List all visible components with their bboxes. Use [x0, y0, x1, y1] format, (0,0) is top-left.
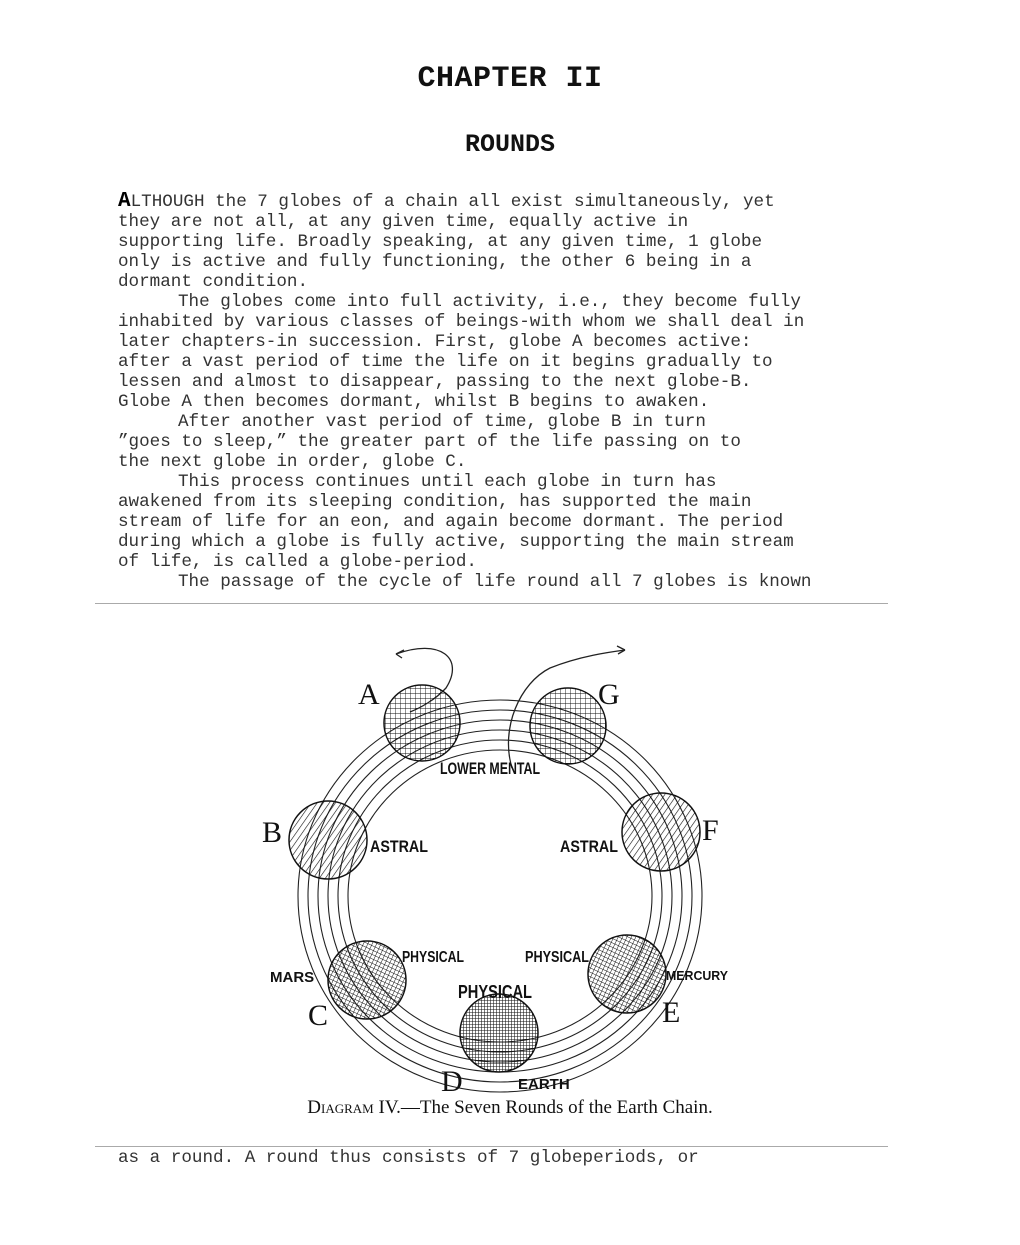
body-line-text: the next globe in order, globe C. [118, 452, 467, 472]
body-line-text: lessen and almost to disappear, passing to the next globe-B. [118, 372, 752, 392]
globe-letter-b: B [262, 816, 283, 849]
diagram-svg [250, 628, 790, 1098]
body-line-text: After another vast period of time, globe B in turn [178, 412, 706, 432]
body-line [118, 352, 918, 372]
body-line-text: during which a globe is fully active, supporting the main stream [118, 532, 794, 552]
body-line-text: awakened from its sleeping condition, has supported the main [118, 492, 752, 512]
body-line-text: later chapters-in succession. First, globe A becomes active: [118, 332, 752, 352]
globe-c [328, 941, 406, 1019]
label-lower-mental: LOWER MENTAL [440, 759, 540, 778]
body-line-text: stream of life for an eon, and again become dormant. The period [118, 512, 784, 532]
body-text [118, 192, 918, 592]
globe-g [530, 688, 606, 764]
body-line [118, 332, 918, 352]
label-physical-bottom: PHYSICAL [458, 982, 532, 1002]
globe-letter-a: A [358, 678, 380, 711]
page-rule-bottom [95, 1146, 888, 1147]
caption-text: —The Seven Rounds of the Earth Chain. [400, 1097, 713, 1118]
body-line [118, 192, 918, 212]
body-line [118, 372, 918, 392]
body-line [118, 452, 918, 472]
figure-caption [0, 1097, 1020, 1119]
globe-letter-g: G [598, 678, 620, 711]
globe-letter-c: C [308, 999, 329, 1032]
body-line-text: LTHOUGH the 7 globes of a chain all exist simultaneously, yet [130, 192, 775, 212]
label-astral-left: ASTRAL [370, 837, 428, 856]
body-line [118, 472, 918, 492]
body-line [118, 412, 918, 432]
label-physical-right: PHYSICAL [525, 949, 590, 966]
body-line [118, 492, 918, 512]
body-line [118, 392, 918, 412]
body-line [118, 272, 918, 292]
body-line-text: Globe A then becomes dormant, whilst B begins to awaken. [118, 392, 710, 412]
globe-letter-e: E [662, 996, 681, 1029]
page-rule-top [95, 603, 888, 604]
body-line-text: The passage of the cycle of life round all 7 globes is known [178, 572, 812, 592]
body-line-text: ”goes to sleep,” the greater part of the life passing on to [118, 432, 741, 452]
body-line [118, 252, 918, 272]
body-line-text: This process continues until each globe in turn has [178, 472, 717, 492]
globe-letter-f: F [702, 814, 719, 847]
globe-e [588, 935, 666, 1013]
body-line-text: dormant condition. [118, 272, 309, 292]
body-line-text: they are not all, at any given time, equally active in [118, 212, 689, 232]
body-line [118, 432, 918, 452]
body-line-text: of life, is called a globe-period. [118, 552, 477, 572]
label-mercury: MERCURY [666, 968, 729, 983]
body-line [118, 532, 918, 552]
globe-letter-d: D [441, 1065, 463, 1098]
body-line-text: inhabited by various classes of beings-with whom we shall deal in [118, 312, 805, 332]
continuation-text: as a round. A round thus consists of 7 globeperiods, or [118, 1148, 699, 1168]
body-line-text: The globes come into full activity, i.e., they become fully [178, 292, 801, 312]
body-line [118, 552, 918, 572]
globe-b [289, 801, 367, 879]
label-astral-right: ASTRAL [560, 837, 618, 856]
globe-f [622, 793, 700, 871]
body-line-text: supporting life. Broadly speaking, at any given time, 1 globe [118, 232, 763, 252]
body-line [118, 212, 918, 232]
globe-d [460, 994, 538, 1072]
label-earth: EARTH [518, 1076, 570, 1093]
body-line [118, 292, 918, 312]
body-line [118, 232, 918, 252]
label-mars: MARS [270, 969, 315, 986]
body-line-text: after a vast period of time the life on it begins gradually to [118, 352, 773, 372]
diagram-seven-rounds [250, 628, 790, 1098]
chapter-title: ROUNDS [464, 130, 555, 159]
chapter-heading: CHAPTER II [417, 62, 603, 96]
caption-prefix: Diagram IV. [307, 1097, 401, 1118]
label-physical-left: PHYSICAL [402, 949, 465, 966]
body-line-text: only is active and fully functioning, the other 6 being in a [118, 252, 752, 272]
body-line [118, 512, 918, 532]
body-line [118, 312, 918, 332]
drop-cap: A [118, 190, 131, 213]
globe-a [384, 685, 460, 761]
body-line [118, 572, 918, 592]
